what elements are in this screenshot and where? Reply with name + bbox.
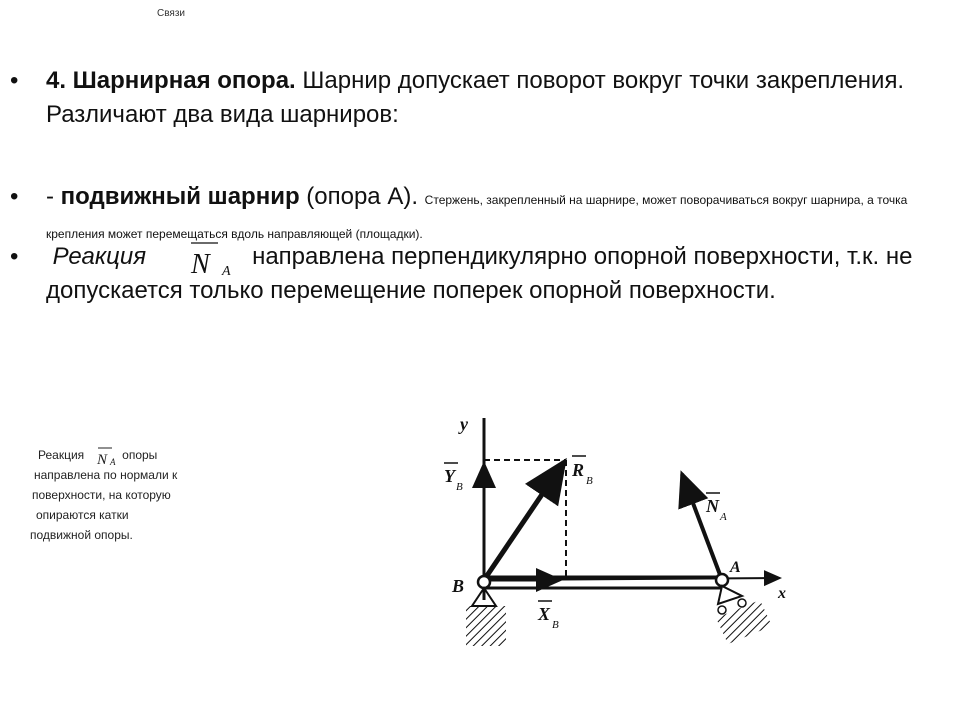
roller-1 xyxy=(718,606,726,614)
y-axis-label: y xyxy=(460,414,468,434)
caption-line-2: направлена по нормали к xyxy=(34,468,178,482)
caption-normal-symbol xyxy=(94,444,130,470)
normal-reaction-symbol xyxy=(188,238,248,282)
ground-b xyxy=(466,606,506,646)
y-b-subscript: B xyxy=(456,481,463,493)
movable-hinge-title: подвижный шарнир xyxy=(60,183,300,210)
n-a-vector xyxy=(682,474,722,580)
support-reactions-figure xyxy=(430,400,800,670)
reaction-word: Реакция xyxy=(52,243,147,270)
x-b-label: X xyxy=(538,604,551,624)
movable-hinge-support-label: (опора А). xyxy=(299,183,425,210)
caption-line-5: подвижной опоры. xyxy=(30,528,133,542)
symbol-subscript: A xyxy=(110,457,116,467)
r-b-label: R xyxy=(572,460,585,480)
symbol-subscript: A xyxy=(222,264,231,279)
point-b-label: B xyxy=(452,576,465,596)
movable-hinge-note: Стержень, закрепленный на шарнире, может поворачиваться вокруг шарнира, а точка крепления может перемещаться вдоль направляющей (площадки). xyxy=(46,193,908,241)
roller-2 xyxy=(738,599,746,607)
r-b-subscript: B xyxy=(586,475,593,487)
x-axis-label: x xyxy=(778,585,786,602)
bullet-marker: • xyxy=(10,67,19,94)
reaction-description: направлена перпендикулярно опорной поверхности, т.к. не допускается только перемещение поперек опорной поверхности. xyxy=(46,243,913,304)
symbol-letter: N xyxy=(97,452,108,468)
r-b-vector xyxy=(484,462,564,580)
movable-hinge-prefix: - xyxy=(46,183,61,210)
hinge-title: 4. Шарнирная опора. xyxy=(46,67,296,94)
n-a-label: N xyxy=(706,496,719,516)
point-a-label: A xyxy=(730,559,741,576)
bullet-reaction xyxy=(46,240,936,308)
hinge-description: Шарнир допускает поворот вокруг точки закрепления. Различают два вида шарниров: xyxy=(46,67,905,128)
caption-line-4: опираются катки xyxy=(36,508,129,522)
caption-line-3: поверхности, на которую xyxy=(32,488,171,502)
reaction-caption xyxy=(30,445,230,545)
bullet-marker: • xyxy=(10,243,19,270)
y-b-label: Y xyxy=(444,466,455,486)
bullet-marker: • xyxy=(10,183,19,210)
hinge-a xyxy=(716,574,728,586)
n-a-subscript: A xyxy=(720,511,727,523)
bullet-hinge-support xyxy=(46,64,936,132)
x-b-subscript: B xyxy=(552,619,559,631)
caption-line-1-end: опоры xyxy=(122,448,158,462)
slide-header: Связи xyxy=(157,8,186,19)
symbol-letter: N xyxy=(191,249,210,280)
caption-line-1-start: Реакция xyxy=(38,448,85,462)
bullet-movable-hinge xyxy=(46,180,936,248)
